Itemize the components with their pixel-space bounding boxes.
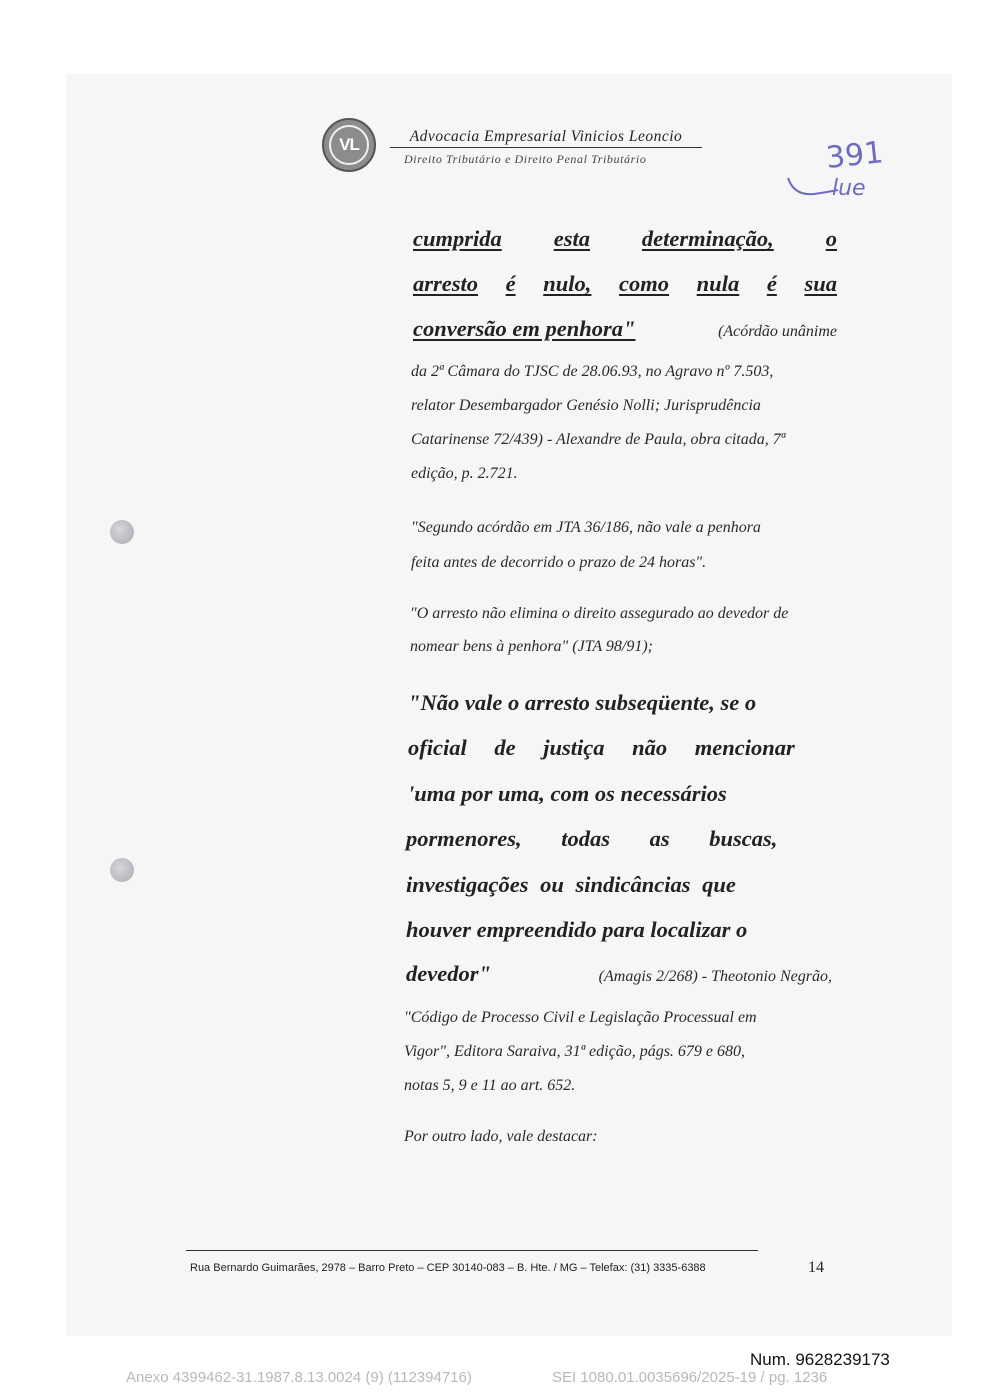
footer-divider: [186, 1250, 758, 1251]
word: sua: [804, 271, 837, 296]
text: nomear bens à penhora" (JTA 98/91);: [410, 638, 653, 655]
document-num-id: Num. 9628239173: [750, 1350, 890, 1369]
punch-hole-bottom: [110, 858, 134, 882]
citation: (Amagis 2/268) - Theotonio Negrão,: [598, 968, 832, 985]
text: Catarinense 72/439) - Alexandre de Paula, obra citada, 7ª: [411, 431, 786, 448]
bold-quote-end: devedor": [406, 961, 491, 986]
word: nula: [696, 271, 740, 296]
firm-logo-monogram: VL: [329, 125, 369, 165]
word: como: [619, 271, 670, 296]
para4-line1: [408, 690, 834, 716]
para4-line4: [406, 826, 832, 852]
para2-line2: [411, 554, 706, 572]
para2-line1: [411, 519, 835, 537]
para4-line2: [408, 735, 834, 761]
word: nulo,: [543, 271, 592, 296]
para4-line8: [404, 1009, 830, 1027]
para3-line2: [410, 638, 653, 656]
para4-line5: [406, 872, 832, 898]
sei-reference: SEI 1080.01.0035696/2025-19 / pg. 1236: [552, 1369, 828, 1386]
para4-line9: [404, 1043, 830, 1061]
firm-logo: [322, 118, 376, 172]
page-number: 14: [808, 1259, 824, 1276]
text: "O arresto não elimina o direito assegurado ao devedor de: [410, 605, 789, 622]
text: "Código de Processo Civil e Legislação Processual em: [404, 1009, 757, 1026]
para1-line1: [413, 226, 837, 252]
word: arresto: [413, 271, 479, 296]
para4-line7: [406, 961, 832, 987]
text: "Segundo acórdão em JTA 36/186, não vale a penhora: [411, 519, 761, 536]
word: o: [825, 226, 837, 251]
text: relator Desembargador Genésio Nolli; Jurisprudência: [411, 397, 761, 414]
text: "Não vale o arresto subseqüente, se o: [408, 690, 757, 715]
word: cumprida: [413, 226, 502, 251]
word: determinação,: [641, 226, 774, 251]
text: feita antes de decorrido o prazo de 24 horas".: [411, 554, 707, 571]
text: pormenores, todas as buscas,: [406, 826, 778, 851]
para1-line5: [411, 397, 835, 415]
para3-line1: [410, 605, 834, 623]
footer-address: Rua Bernardo Guimarães, 2978 – Barro Preto – CEP 30140-083 – B. Hte. / MG – Telefax: (31) 3335-6388: [190, 1262, 706, 1274]
para5-line1: [404, 1128, 598, 1146]
para1-line7: [411, 465, 518, 483]
text: notas 5, 9 e 11 ao art. 652.: [404, 1077, 576, 1094]
text: 'uma por uma, com os necessários: [408, 781, 727, 806]
text: Por outro lado, vale destacar:: [404, 1128, 598, 1145]
handwritten-signature-stroke: [784, 170, 844, 206]
para1-line3: [413, 316, 837, 342]
text: Vigor", Editora Saraiva, 31ª edição, págs. 679 e 680,: [404, 1043, 746, 1060]
para1-line6: [411, 431, 835, 449]
text: edição, p. 2.721.: [411, 465, 518, 482]
text: investigações ou sindicâncias que: [406, 872, 736, 897]
word: esta: [553, 226, 590, 251]
para4-line6: [406, 917, 832, 943]
para1-line4: [411, 363, 835, 381]
para4-line3: [408, 781, 834, 807]
text: houver empreendido para localizar o: [406, 917, 748, 942]
punch-hole-top: [110, 520, 134, 544]
bold-quote-end: conversão em penhora": [413, 316, 636, 341]
word: é: [505, 271, 516, 296]
firm-subtitle: Direito Tributário e Direito Penal Tributário: [404, 152, 647, 166]
citation: (Acórdão unânime: [718, 323, 837, 340]
text: oficial de justiça não mencionar: [408, 735, 795, 760]
para1-line2: [413, 271, 837, 297]
word: é: [766, 271, 777, 296]
firm-name: Advocacia Empresarial Vinicios Leoncio: [390, 128, 702, 148]
annex-reference: Anexo 4399462-31.1987.8.13.0024 (9) (112394716): [126, 1369, 472, 1386]
text: da 2ª Câmara do TJSC de 28.06.93, no Agravo nº 7.503,: [411, 363, 774, 380]
handwritten-page-number: 391: [824, 135, 885, 176]
handwritten-initials: lue: [832, 176, 866, 201]
para4-line10: [404, 1077, 575, 1095]
